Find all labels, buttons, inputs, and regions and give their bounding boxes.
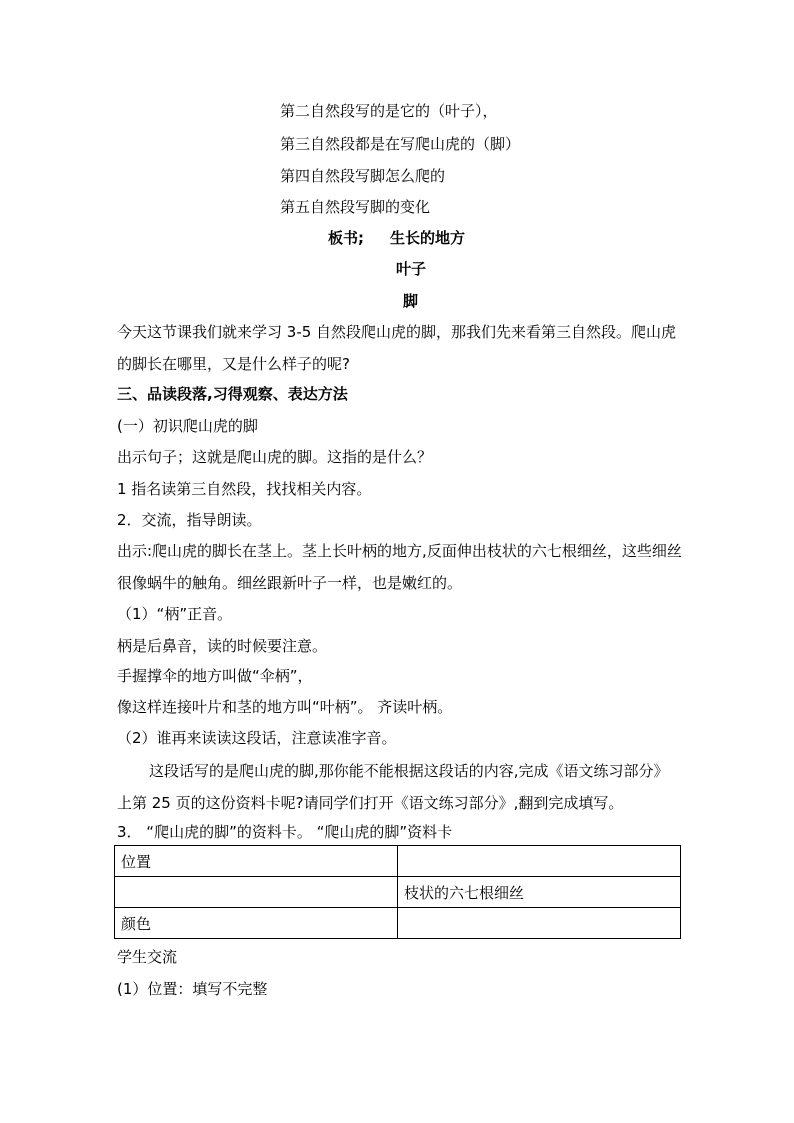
outline-para3: 第三自然段都是在写爬山虎的（脚） — [280, 135, 521, 153]
pronunciation-4: 像这样连接叶片和茎的地方叫“叶柄”。 齐读叶柄。 — [117, 698, 453, 716]
sub-1-heading: (一）初识爬山虎的脚 — [117, 417, 258, 435]
board-item-leaves: 叶子 — [396, 260, 427, 278]
pronunciation-1: （1）“柄”正音。 — [117, 605, 233, 623]
position-note: (1）位置：填写不完整 — [117, 980, 268, 998]
table-cell — [398, 908, 681, 939]
table-cell: 枝状的六七根细丝 — [398, 877, 681, 908]
section-3-heading: 三、品读段落,习得观察、表达方法 — [117, 385, 348, 403]
board-item-feet: 脚 — [403, 292, 419, 310]
table-row — [115, 846, 681, 877]
table-row — [115, 877, 681, 908]
data-card-table — [114, 845, 681, 939]
outline-para2: 第二自然段写的是它的（叶子）， — [280, 102, 498, 120]
outline-para5: 第五自然段写脚的变化 — [280, 198, 431, 216]
show-passage: 出示:爬山虎的脚长在茎上。茎上长叶柄的地方,反面伸出枝状的六七根细丝，这些细丝很像蜗牛的触角。细丝跟新叶子一样，也是嫩红的。 — [117, 542, 682, 592]
table-cell: 位置 — [115, 846, 398, 877]
intro-paragraph: 今天这节课我们就来学习 3-5 自然段爬山虎的脚，那我们先来看第三自然段。爬山虎的脚长在哪里，又是什么样子的呢? — [117, 323, 677, 373]
table-row — [115, 908, 681, 939]
step-1: 1 指名读第三自然段，找找相关内容。 — [117, 480, 372, 498]
table-cell: 颜色 — [115, 908, 398, 939]
board-label: 板书; — [328, 229, 364, 247]
pronunciation-3: 手握撑伞的地方叫做“伞柄”， — [117, 667, 313, 685]
pronunciation-5: （2）谁再来读读这段话，注意读准字音。 — [117, 729, 397, 747]
board-item-growth-place: 生长的地方 — [390, 229, 466, 247]
show-sentence: 出示句子；这就是爬山虎的脚。这指的是什么？ — [117, 448, 433, 466]
pronunciation-2: 柄是后鼻音，读的时候要注意。 — [117, 637, 328, 655]
task-paragraph: 这段话写的是爬山虎的脚,那你能不能根据这段话的内容,完成《语文练习部分》上第 25 页的这份资料卡呢?请同学们打开《语文练习部分》,翻到完成填写。 — [117, 762, 669, 812]
student-exchange: 学生交流 — [117, 948, 178, 966]
table-cell — [115, 877, 398, 908]
card-title: 3． “爬山虎的脚”的资料卡。 “爬山虎的脚”资料卡 — [117, 823, 453, 841]
step-2: 2．交流，指导朗读。 — [117, 511, 262, 529]
outline-para4: 第四自然段写脚怎么爬的 — [280, 167, 446, 185]
table-cell — [398, 846, 681, 877]
